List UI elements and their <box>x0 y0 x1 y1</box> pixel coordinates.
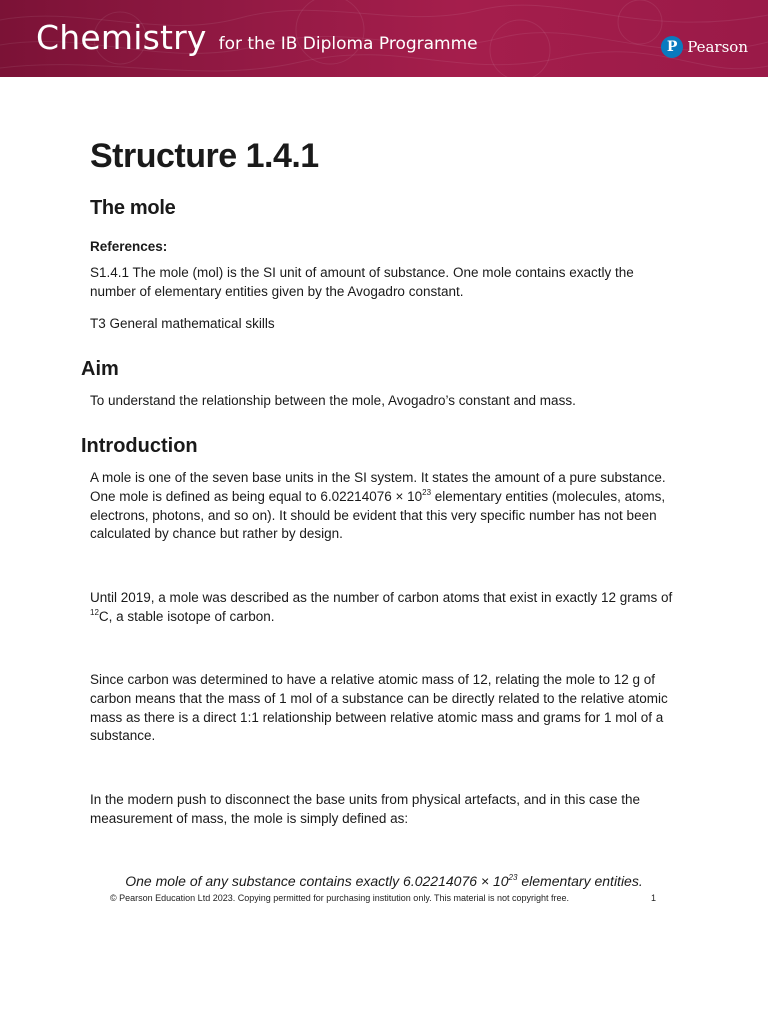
intro-paragraph-4: In the modern push to disconnect the base units from physical artefacts, and in this case the measurement of mass, the mole is simply defined as: <box>90 792 641 826</box>
intro-paragraph-1: A mole is one of the seven base units in the SI system. It states the amount of a pure substance. One mole is defined as being equal to $6.02214076 \times 10^{23}$ elementary entities (molecules, atoms, electrons, photons, and so on). It should be evident that this very specific number has not been calculated by chance but rather by design. <box>90 470 666 542</box>
brand <box>36 18 478 57</box>
mole-definition: One mole of any substance contains exactly $6.02214076 \times 10^{23}$ elementary entities. <box>125 873 643 889</box>
brand-subtitle: for the IB Diploma Programme <box>218 34 478 54</box>
pearson-wordmark: Pearson <box>687 38 748 56</box>
page-number: 1 <box>651 893 657 903</box>
reference-t3: T3 General mathematical skills <box>90 316 275 331</box>
aim-heading: Aim <box>81 358 119 380</box>
introduction-heading: Introduction <box>81 435 198 457</box>
aim-text: To understand the relationship between the mole, Avogadro’s constant and mass. <box>90 393 576 408</box>
pearson-logo <box>661 36 748 58</box>
reference-s141: S1.4.1 The mole (mol) is the SI unit of amount of substance. One mole contains exactly the number of elementary entities given by the Avogadro constant. <box>90 265 634 299</box>
brand-title: Chemistry <box>36 18 207 57</box>
pearson-p-icon: P <box>661 36 683 58</box>
page-title: Structure 1.4.1 <box>90 137 319 175</box>
copyright-footer: © Pearson Education Ltd 2023. Copying permitted for purchasing institution only. This material is not copyright free. <box>110 893 570 903</box>
header-banner <box>0 0 768 77</box>
intro-paragraph-3: Since carbon was determined to have a relative atomic mass of 12, relating the mole to 12 g of carbon means that the mass of 1 mol of a substance can be directly related to the relative atomic mass as there is a direct 1:1 relationship between relative atomic mass and grams for 1 mol of a substance. <box>90 672 668 744</box>
references-label: References: <box>90 239 168 254</box>
intro-paragraph-2: Until 2019, a mole was described as the number of carbon atoms that exist in exactly 12 grams of $^{12}$C, a stable isotope of carbon. <box>90 590 673 624</box>
page-subtitle: The mole <box>90 197 176 219</box>
